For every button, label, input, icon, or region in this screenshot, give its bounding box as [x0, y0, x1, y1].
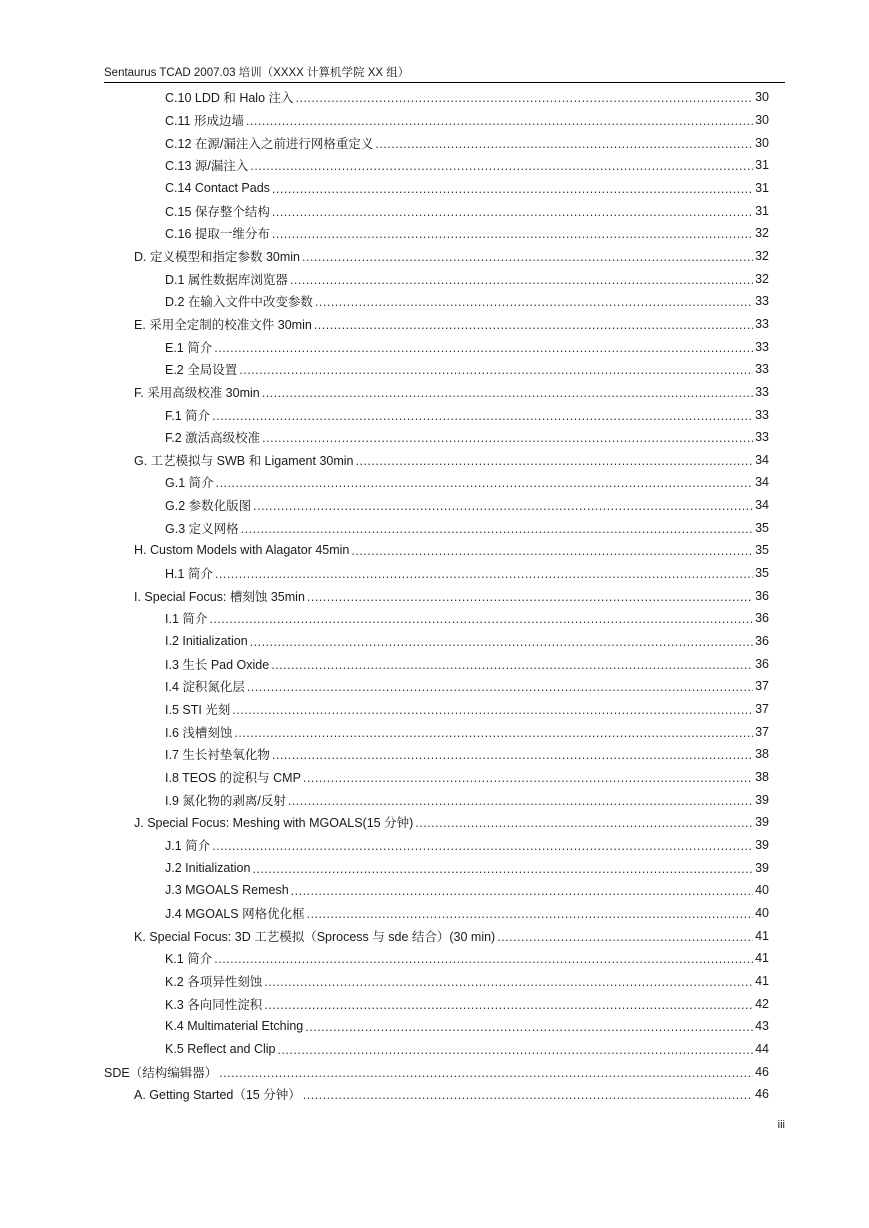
toc-entry[interactable]: [104, 811, 769, 834]
toc-leader-dots: [253, 499, 753, 513]
toc-entry-title: K.4 Multimaterial Etching: [165, 1019, 304, 1034]
toc-entry-page: 33: [755, 362, 769, 377]
toc-entry[interactable]: [104, 471, 769, 494]
toc-entry[interactable]: [104, 177, 769, 200]
toc-entry[interactable]: [104, 562, 769, 585]
toc-leader-dots: [250, 159, 753, 173]
toc-leader-dots: [351, 544, 753, 558]
toc-entry-title: C.12 在源/漏注入之前进行网格重定义: [165, 136, 374, 151]
toc-entry[interactable]: [104, 720, 769, 743]
toc-entry-page: 44: [755, 1041, 769, 1056]
toc-entry-page: 39: [755, 815, 769, 830]
toc-leader-dots: [315, 295, 753, 309]
toc-entry-title: F. 采用高级校准 30min: [134, 385, 260, 400]
toc-entry-page: 33: [755, 384, 769, 399]
toc-entry[interactable]: [104, 788, 769, 811]
toc-entry-title: D.1 属性数据库浏览器: [165, 272, 288, 287]
toc-entry[interactable]: [104, 902, 769, 925]
toc-leader-dots: [307, 590, 753, 604]
toc-leader-dots: [307, 907, 753, 921]
toc-entry-page: 37: [755, 702, 769, 717]
toc-leader-dots: [264, 998, 753, 1012]
toc-entry[interactable]: [104, 313, 769, 336]
toc-leader-dots: [288, 794, 753, 808]
toc-leader-dots: [272, 182, 753, 196]
toc-entry-title: J. Special Focus: Meshing with MGOALS(15 分钟): [134, 816, 414, 831]
toc-entry-title: K.5 Reflect and Clip: [165, 1041, 276, 1056]
toc-leader-dots: [314, 318, 753, 332]
toc-leader-dots: [303, 771, 753, 785]
toc-entry[interactable]: [104, 267, 769, 290]
toc-entry[interactable]: [104, 335, 769, 358]
toc-entry-title: C.10 LDD 和 Halo 注入: [165, 91, 294, 106]
toc-entry[interactable]: [104, 879, 769, 902]
toc-entry[interactable]: [104, 1083, 769, 1106]
toc-leader-dots: [219, 1066, 753, 1080]
table-of-contents: [104, 86, 769, 1106]
toc-entry[interactable]: [104, 154, 769, 177]
toc-leader-dots: [303, 1088, 753, 1102]
toc-entry[interactable]: [104, 449, 769, 472]
toc-leader-dots: [247, 680, 753, 694]
toc-entry[interactable]: [104, 358, 769, 381]
toc-entry[interactable]: [104, 290, 769, 313]
toc-entry-title: K.3 各向同性淀积: [165, 997, 263, 1012]
toc-entry-title: E.1 简介: [165, 340, 213, 355]
toc-entry[interactable]: [104, 109, 769, 132]
toc-entry[interactable]: [104, 1015, 769, 1038]
toc-entry-page: 31: [755, 203, 769, 218]
toc-entry-page: 41: [755, 973, 769, 988]
toc-leader-dots: [250, 635, 753, 649]
toc-entry-page: 32: [755, 248, 769, 263]
toc-entry[interactable]: [104, 675, 769, 698]
toc-entry-page: 34: [755, 498, 769, 513]
toc-entry-title: I.8 TEOS 的淀积与 CMP: [165, 771, 301, 786]
toc-entry[interactable]: [104, 947, 769, 970]
toc-entry[interactable]: [104, 131, 769, 154]
toc-entry-title: C.11 形成边墙: [165, 113, 244, 128]
toc-entry-title: F.2 激活高级校准: [165, 431, 261, 446]
toc-entry[interactable]: [104, 856, 769, 879]
toc-leader-dots: [215, 567, 753, 581]
toc-entry[interactable]: [104, 426, 769, 449]
toc-entry-page: 36: [755, 611, 769, 626]
toc-entry-title: C.13 源/漏注入: [165, 159, 249, 174]
toc-entry-title: K.2 各项异性刻蚀: [165, 974, 263, 989]
page-number: iii: [777, 1119, 785, 1131]
toc-entry[interactable]: [104, 245, 769, 268]
toc-leader-dots: [296, 91, 754, 105]
toc-entry-page: 42: [755, 996, 769, 1011]
toc-leader-dots: [262, 431, 753, 445]
toc-entry-title: SDE（结构编辑器）: [104, 1065, 218, 1080]
toc-leader-dots: [415, 816, 753, 830]
toc-entry-title: I.4 淀积氮化层: [165, 680, 245, 695]
toc-entry-title: A. Getting Started（15 分钟）: [134, 1088, 301, 1103]
toc-entry[interactable]: [104, 924, 769, 947]
toc-leader-dots: [497, 930, 753, 944]
toc-entry-title: I.7 生长衬垫氧化物: [165, 748, 270, 763]
toc-entry-page: 40: [755, 905, 769, 920]
toc-entry-page: 34: [755, 475, 769, 490]
toc-entry-title: G. 工艺模拟与 SWB 和 Ligament 30min: [134, 453, 354, 468]
toc-entry-page: 32: [755, 271, 769, 286]
toc-leader-dots: [239, 363, 753, 377]
toc-entry-title: J.1 简介: [165, 838, 211, 853]
toc-entry[interactable]: [104, 1060, 769, 1083]
toc-entry-page: 38: [755, 770, 769, 785]
toc-entry-page: 41: [755, 951, 769, 966]
toc-entry-title: F.1 简介: [165, 408, 211, 423]
toc-entry-page: 30: [755, 90, 769, 105]
toc-entry-page: 30: [755, 135, 769, 150]
toc-leader-dots: [277, 1043, 753, 1057]
toc-entry-page: 41: [755, 928, 769, 943]
toc-entry-title: H.1 简介: [165, 567, 213, 582]
toc-entry[interactable]: [104, 652, 769, 675]
toc-entry-page: 35: [755, 566, 769, 581]
toc-entry-page: 39: [755, 792, 769, 807]
toc-entry-title: H. Custom Models with Alagator 45min: [134, 543, 350, 558]
toc-leader-dots: [214, 952, 753, 966]
toc-leader-dots: [302, 250, 753, 264]
toc-entry-page: 35: [755, 543, 769, 558]
toc-entry[interactable]: [104, 199, 769, 222]
toc-leader-dots: [264, 975, 753, 989]
toc-leader-dots: [209, 612, 753, 626]
toc-leader-dots: [214, 341, 753, 355]
toc-leader-dots: [234, 726, 753, 740]
toc-entry[interactable]: [104, 698, 769, 721]
toc-entry-title: I.3 生长 Pad Oxide: [165, 657, 270, 672]
toc-entry-title: J.2 Initialization: [165, 860, 251, 875]
toc-entry-page: 33: [755, 316, 769, 331]
toc-entry-page: 36: [755, 588, 769, 603]
toc-leader-dots: [246, 114, 753, 128]
toc-entry-page: 33: [755, 430, 769, 445]
toc-entry[interactable]: [104, 539, 769, 562]
toc-entry[interactable]: [104, 607, 769, 630]
toc-leader-dots: [241, 522, 753, 536]
toc-entry-title: J.4 MGOALS 网格优化框: [165, 906, 305, 921]
toc-entry-page: 31: [755, 180, 769, 195]
toc-entry-page: 36: [755, 634, 769, 649]
toc-entry-page: 30: [755, 112, 769, 127]
toc-entry-title: C.15 保存整个结构: [165, 204, 270, 219]
toc-entry-page: 46: [755, 1087, 769, 1102]
toc-entry-page: 37: [755, 679, 769, 694]
toc-entry-page: 36: [755, 656, 769, 671]
toc-leader-dots: [252, 862, 753, 876]
toc-entry-title: G.3 定义网格: [165, 521, 239, 536]
toc-leader-dots: [212, 839, 753, 853]
toc-entry-title: K.1 简介: [165, 952, 213, 967]
toc-entry-page: 34: [755, 452, 769, 467]
toc-leader-dots: [375, 137, 753, 151]
toc-entry-page: 38: [755, 747, 769, 762]
toc-entry-page: 40: [755, 883, 769, 898]
toc-entry-title: J.3 MGOALS Remesh: [165, 883, 289, 898]
toc-entry-title: I.2 Initialization: [165, 634, 248, 649]
toc-entry[interactable]: [104, 743, 769, 766]
toc-leader-dots: [291, 884, 753, 898]
toc-entry-title: G.2 参数化版图: [165, 499, 252, 514]
toc-entry-title: E. 采用全定制的校准文件 30min: [134, 317, 312, 332]
toc-entry[interactable]: [104, 834, 769, 857]
toc-entry[interactable]: [104, 1038, 769, 1061]
toc-entry-title: I.9 氮化物的剥离/反射: [165, 793, 286, 808]
toc-leader-dots: [356, 454, 754, 468]
toc-entry-page: 46: [755, 1064, 769, 1079]
toc-entry-page: 31: [755, 158, 769, 173]
toc-entry-title: D. 定义模型和指定参数 30min: [134, 249, 300, 264]
page-header: [104, 64, 785, 83]
toc-entry-page: 33: [755, 407, 769, 422]
toc-entry[interactable]: [104, 381, 769, 404]
toc-entry-title: I.6 浅槽刻蚀: [165, 725, 233, 740]
toc-leader-dots: [305, 1020, 753, 1034]
toc-entry-title: I. Special Focus: 槽刻蚀 35min: [134, 589, 305, 604]
toc-entry-page: 37: [755, 724, 769, 739]
toc-entry-title: E.2 全局设置: [165, 363, 238, 378]
toc-entry-title: K. Special Focus: 3D 工艺模拟（Sprocess 与 sde 结合）(30 min): [134, 929, 496, 944]
toc-entry[interactable]: [104, 516, 769, 539]
toc-entry-page: 39: [755, 837, 769, 852]
toc-entry-title: C.16 提取一维分布: [165, 227, 270, 242]
toc-leader-dots: [271, 658, 753, 672]
toc-leader-dots: [272, 748, 753, 762]
header-title: Sentaurus TCAD 2007.03 培训（XXXX 计算机学院 XX 组）: [104, 67, 410, 79]
toc-entry-title: G.1 简介: [165, 476, 214, 491]
toc-entry-title: I.5 STI 光刻: [165, 703, 231, 718]
toc-entry[interactable]: [104, 403, 769, 426]
toc-entry-page: 35: [755, 520, 769, 535]
toc-leader-dots: [232, 703, 753, 717]
toc-leader-dots: [272, 205, 753, 219]
toc-entry-page: 32: [755, 226, 769, 241]
toc-leader-dots: [212, 409, 753, 423]
toc-entry[interactable]: [104, 86, 769, 109]
toc-entry-page: 39: [755, 860, 769, 875]
toc-entry[interactable]: [104, 630, 769, 653]
toc-entry[interactable]: [104, 222, 769, 245]
toc-entry-page: 43: [755, 1019, 769, 1034]
toc-entry-page: 33: [755, 339, 769, 354]
toc-entry-title: D.2 在输入文件中改变参数: [165, 295, 313, 310]
toc-leader-dots: [272, 227, 753, 241]
toc-entry[interactable]: [104, 766, 769, 789]
toc-entry[interactable]: [104, 584, 769, 607]
toc-entry-page: 33: [755, 294, 769, 309]
toc-entry-title: I.1 简介: [165, 612, 208, 627]
toc-leader-dots: [216, 476, 753, 490]
toc-entry[interactable]: [104, 494, 769, 517]
toc-entry-title: C.14 Contact Pads: [165, 180, 270, 195]
toc-entry[interactable]: [104, 992, 769, 1015]
toc-leader-dots: [290, 273, 753, 287]
toc-entry[interactable]: [104, 970, 769, 993]
toc-leader-dots: [262, 386, 753, 400]
